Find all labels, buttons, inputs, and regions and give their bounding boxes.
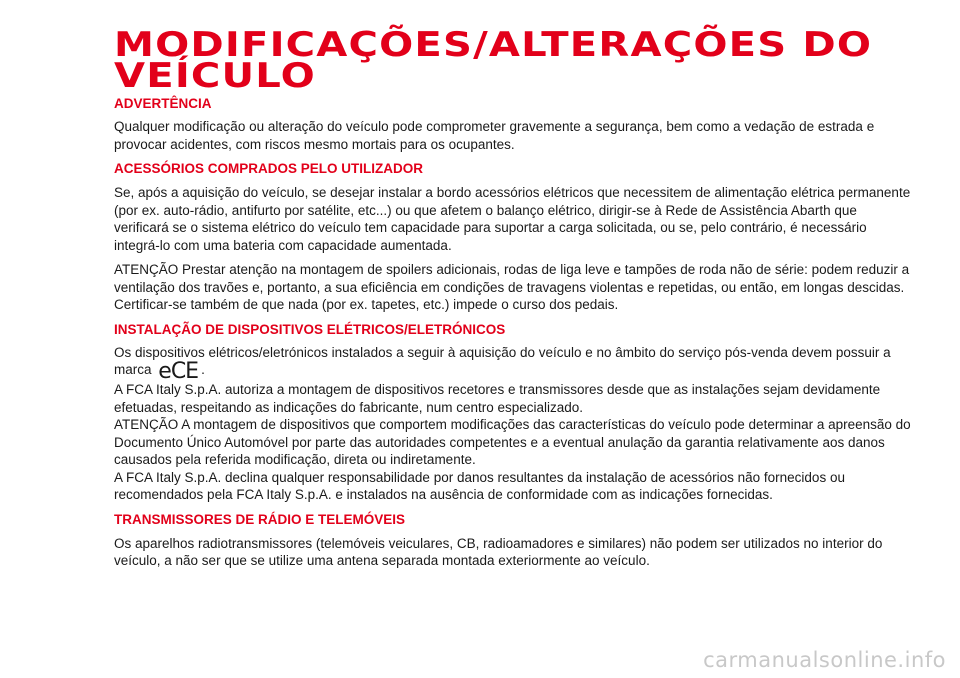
- section-heading-accessories: ACESSÓRIOS COMPRADOS PELO UTILIZADOR: [114, 161, 424, 176]
- page-title-line-1: MODIFICAÇÕES/ALTERAÇÕES DO: [114, 25, 873, 65]
- page-title: [114, 25, 916, 96]
- watermark-text: carmanualsonline.info: [703, 648, 946, 672]
- section-heading-installation: INSTALAÇÃO DE DISPOSITIVOS ELÉTRICOS/ELETRÓNICOS: [114, 321, 506, 337]
- warning-text: Qualquer modificação ou alteração do veículo pode comprometer gravemente a segurança, bem como a vedação de estrada e provocar acidentes, com riscos mesmo mortais para os ocupantes.: [114, 119, 875, 152]
- transmitters-paragraph: Os aparelhos radiotransmissores (telemóveis veiculares, CB, radioamadores e similares) não podem ser utilizados no interior do veículo, a não ser que se utilize uma antena separada montada exteriormente ao veículo.: [114, 535, 883, 568]
- section-heading-transmitters: TRANSMISSORES DE RÁDIO E TELEMÓVEIS: [114, 511, 406, 527]
- installation-paragraph-1: [114, 344, 914, 382]
- manual-page: [114, 25, 914, 570]
- installation-paragraph-2: A FCA Italy S.p.A. autoriza a montagem de dispositivos recetores e transmissores desde que as instalações sejam devidamente efetuadas, respeitando as indicações do fabricante, num centro especializado.: [114, 382, 881, 415]
- page-title-line-2: VEÍCULO: [114, 56, 316, 96]
- installation-paragraph-1-end: .: [201, 362, 205, 377]
- installation-paragraph-1-text: Os dispositivos elétricos/eletrónicos instalados a seguir à aquisição do veículo e no âmbito do serviço pós-venda devem possuir a marca: [114, 344, 891, 377]
- warning-heading: ADVERTÊNCIA: [114, 96, 212, 111]
- ce-mark-icon: eCE: [158, 359, 199, 384]
- accessories-paragraph-1: Se, após a aquisição do veículo, se desejar instalar a bordo acessórios elétricos que necessitem de alimentação elétrica permanente (por ex. auto-rádio, antifurto por satélite, etc...) ou que afetem o balanço elétrico, dirigir-se à Rede de Assistência Abarth que verificará se o sistema elétrico do veículo tem capacidade para suportar a carga solicitada, ou se, pelo contrário, é necessário integrá-lo com uma bateria com capacidade aumentada.: [114, 185, 911, 253]
- accessories-paragraph-2: ATENÇÃO Prestar atenção na montagem de spoilers adicionais, rodas de liga leve e tampões de roda não de série: podem reduzir a ventilação dos travões e, portanto, a sua eficiência em condições de travagens violentas e repetidas, ou então, em longas descidas. Certificar-se também de que nada (por ex. tapetes, etc.) impede o curso dos pedais.: [114, 262, 910, 312]
- installation-paragraph-4: A FCA Italy S.p.A. declina qualquer responsabilidade por danos resultantes da instalação de acessórios não fornecidos ou recomendados pela FCA Italy S.p.A. e instalados na ausência de conformidade com as indicações fornecidas.: [114, 469, 845, 502]
- installation-paragraph-3: ATENÇÃO A montagem de dispositivos que comportem modificações das características do veículo pode determinar a apreensão do Documento Único Automóvel por parte das autoridades competentes e a eventual anulação da garantia relativamente aos danos causados pela referida modificação, direta ou indiretamente.: [114, 417, 911, 467]
